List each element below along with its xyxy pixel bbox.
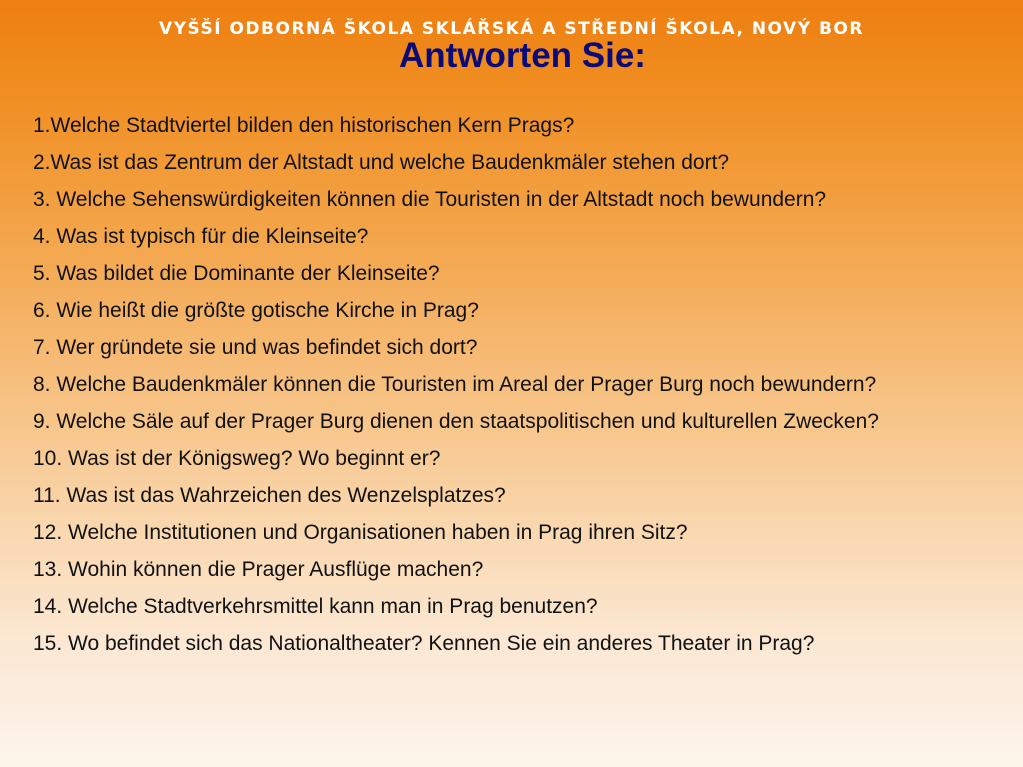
question-item: 6. Wie heißt die größte gotische Kirche in Prag? [33, 299, 479, 322]
question-item: 8. Welche Baudenkmäler können die Touristen im Areal der Prager Burg noch bewundern? [33, 373, 877, 396]
question-item: 3. Welche Sehenswürdigkeiten können die Touristen in der Altstadt noch bewundern? [33, 188, 827, 211]
question-item: 2.Was ist das Zentrum der Altstadt und welche Baudenkmäler stehen dort? [33, 151, 730, 174]
question-item: 5. Was bildet die Dominante der Kleinseite? [33, 262, 440, 285]
question-item: 12. Welche Institutionen und Organisationen haben in Prag ihren Sitz? [33, 521, 688, 544]
question-item: 4. Was ist typisch für die Kleinseite? [33, 225, 369, 248]
question-item: 9. Welche Säle auf der Prager Burg dienen den staatspolitischen und kulturellen Zwecken? [33, 410, 879, 433]
question-item: 11. Was ist das Wahrzeichen des Wenzelsplatzes? [33, 484, 506, 507]
question-item: 1.Welche Stadtviertel bilden den historischen Kern Prags? [33, 114, 575, 137]
slide-title: Antworten Sie: [399, 36, 646, 75]
school-header: VYŠŠÍ ODBORNÁ ŠKOLA SKLÁŘSKÁ A STŘEDNÍ ŠKOLA, NOVÝ BOR [159, 19, 864, 39]
question-item: 13. Wohin können die Prager Ausflüge machen? [33, 558, 484, 581]
question-item: 7. Wer gründete sie und was befindet sich dort? [33, 336, 478, 359]
question-item: 15. Wo befindet sich das Nationaltheater? Kennen Sie ein anderes Theater in Prag? [33, 632, 815, 655]
question-item: 10. Was ist der Königsweg? Wo beginnt er? [33, 447, 441, 470]
question-item: 14. Welche Stadtverkehrsmittel kann man in Prag benutzen? [33, 595, 598, 618]
question-list [33, 110, 1008, 665]
